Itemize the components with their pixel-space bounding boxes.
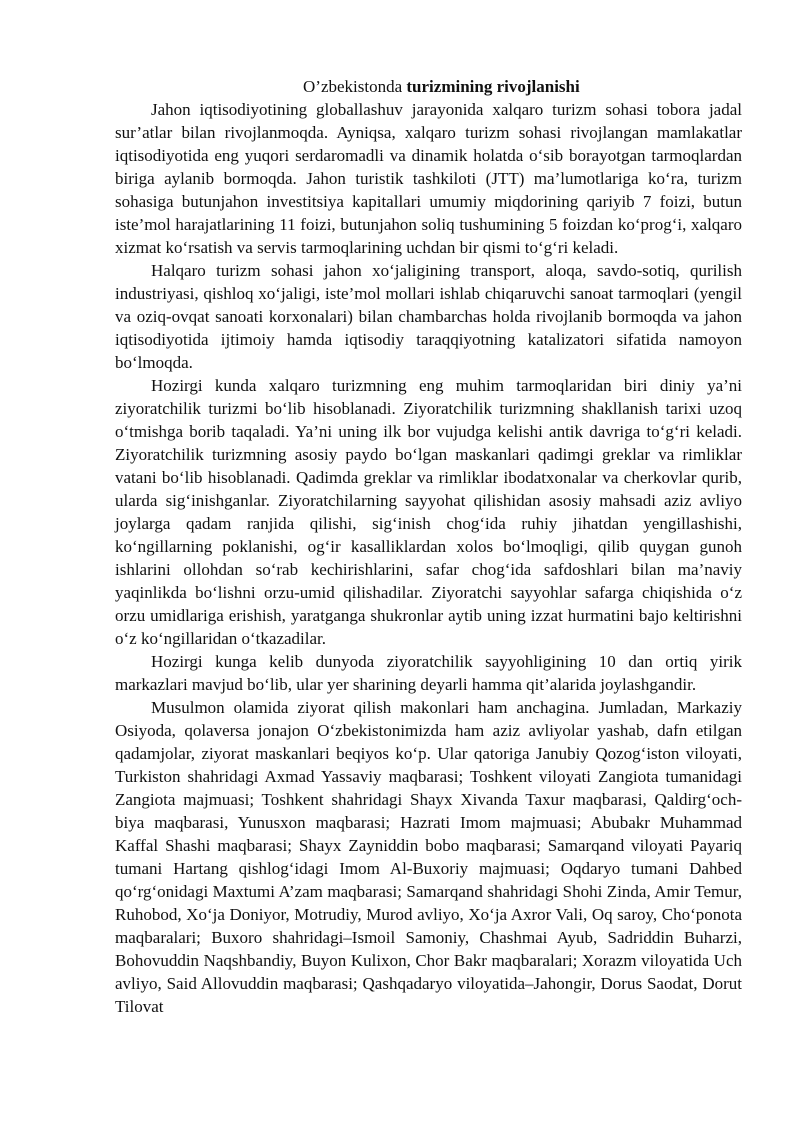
paragraph-3: Hozirgi kunda xalqaro turizmning eng muhim tarmoqlaridan biri diniy ya’ni ziyoratchilik turizmi bo‘lib hisoblanadi. Ziyoratchilik turizmning shakllanish tarixi uzoq o‘tmishga borib taqaladi. Ya’ni uning ilk bor vujudga kelishi antik davriga to‘g‘ri keladi. Ziyoratchilik turizmning asosiy paydo bo‘lgan maskanlari qadimgi greklar va rimliklar vatani bo‘lib hisoblanadi. Qadimda greklar va rimliklar ibodatxonalar va cherkovlar qurib, ularda sig‘inishganlar. Ziyoratchilarning sayyohat qilishidan asosiy mahsadi aziz avliyo joylarga qadam ranjida qilishi, sig‘inish chog‘ida ruhiy jihatdan yengillashishi, ko‘ngillarning poklanishi, og‘ir kasalliklardan xolos bo‘lmoqligi, qilib quygan gunoh ishlarini ollohdan so‘rab kechirishlarini, safar chog‘ida safdoshlari bilan ma’naviy yaqinlikda bo‘lishni orzu-umid qilishadilar. Ziyoratchi sayyohlar safarga chiqishida o‘z orzu umidlariga erishish, yaratganga shukronlar aytib uning izzat hurmatini bajo keltirishni o‘z ko‘ngillaridan o‘tkazadilar. [115, 376, 742, 648]
paragraph-4: Hozirgi kunga kelib dunyoda ziyoratchilik sayyohligining 10 dan ortiq yirik markazlari mavjud bo‘lib, ular yer sharining deyarli hamma qit’alarida joylashgandir. [115, 652, 742, 694]
document-page [115, 75, 742, 1018]
paragraph-1: Jahon iqtisodiyotining globallashuv jarayonida xalqaro turizm sohasi tobora jadal sur’atlar bilan rivojlanmoqda. Ayniqsa, xalqaro turizm sohasi rivojlangan mamlakatlar iqtisodiyotida eng yuqori serdaromadli va dinamik holatda o‘sib borayotgan tarmoqlardan biriga aylanib bormoqda. Jahon turistik tashkiloti (JTT) ma’lumotlariga ko‘ra, turizm sohasiga butunjahon investitsiya kapitallari umumiy miqdorining qariyib 7 foizi, butun iste’mol harajatlarining 11 foizi, butunjahon soliq tushumining 5 foizdan ko‘prog‘i, xalqaro xizmat ko‘rsatish va servis tarmoqlarining uchdan bir qismi to‘g‘ri keladi. [115, 100, 742, 257]
title-prefix: O’zbekistonda [303, 77, 407, 96]
title-bold: turizmining rivojlanishi [406, 77, 580, 96]
document-title [115, 75, 742, 98]
paragraph-5: Musulmon olamida ziyorat qilish makonlari ham anchagina. Jumladan, Markaziy Osiyoda, qolaversa jonajon O‘zbekistonimizda ham aziz avliyolar yashab, dafn etilgan qadamjolar, ziyorat maskanlari beqiyos ko‘p. Ular qatoriga Janubiy Qozog‘iston viloyati, Turkiston shahridagi Axmad Yassaviy maqbarasi; Toshkent viloyati Zangiota tumanidagi Zangiota majmuasi; Toshkent shahridagi Shayx Xivanda Taxur maqbarasi, Qaldirg‘och-biya maqbarasi, Yunusxon maqbarasi; Hazrati Imom majmuasi; Abubakr Muhammad Kaffal Shashi maqbarasi; Shayx Zayniddin bobo maqbarasi; Samarqand viloyati Payariq tumani Hartang qishlog‘idagi Imom Al-Buxoriy majmuasi; Oqdaryo tumani Dahbed qo‘rg‘onidagi Maxtumi A’zam maqbarasi; Samarqand shahridagi Shohi Zinda, Amir Temur, Ruhobod, Xo‘ja Doniyor, Motrudiy, Murod avliyo, Xo‘ja Axror Vali, Oq saroy, Cho‘ponota maqbaralari; Buxoro shahridagi–Ismoil Samoniy, Chashmai Ayub, Sadriddin Buharzi, Bohovuddin Naqshbandiy, Buyon Kulixon, Chor Bakr maqbaralari; Xorazm viloyatida Uch avliyo, Said Allovuddin maqbarasi; Qashqadaryo viloyatida–Jahongir, Dorus Saodat, Dorut Tilovat [115, 698, 742, 1016]
paragraph-2: Halqaro turizm sohasi jahon xo‘jaligining transport, aloqa, savdo-sotiq, qurilish industriyasi, qishloq xo‘jaligi, iste’mol mollari ishlab chiqaruvchi sanoat tarmoqlari (yengil va oziq-ovqat sanoati korxonalari) bilan chambarchas holda rivojlanib bormoqda va jahon iqtisodiyotida ijtimoiy hamda iqtisodiy taraqqiyotning katalizatori sifatida namoyon bo‘lmoqda. [115, 261, 742, 372]
